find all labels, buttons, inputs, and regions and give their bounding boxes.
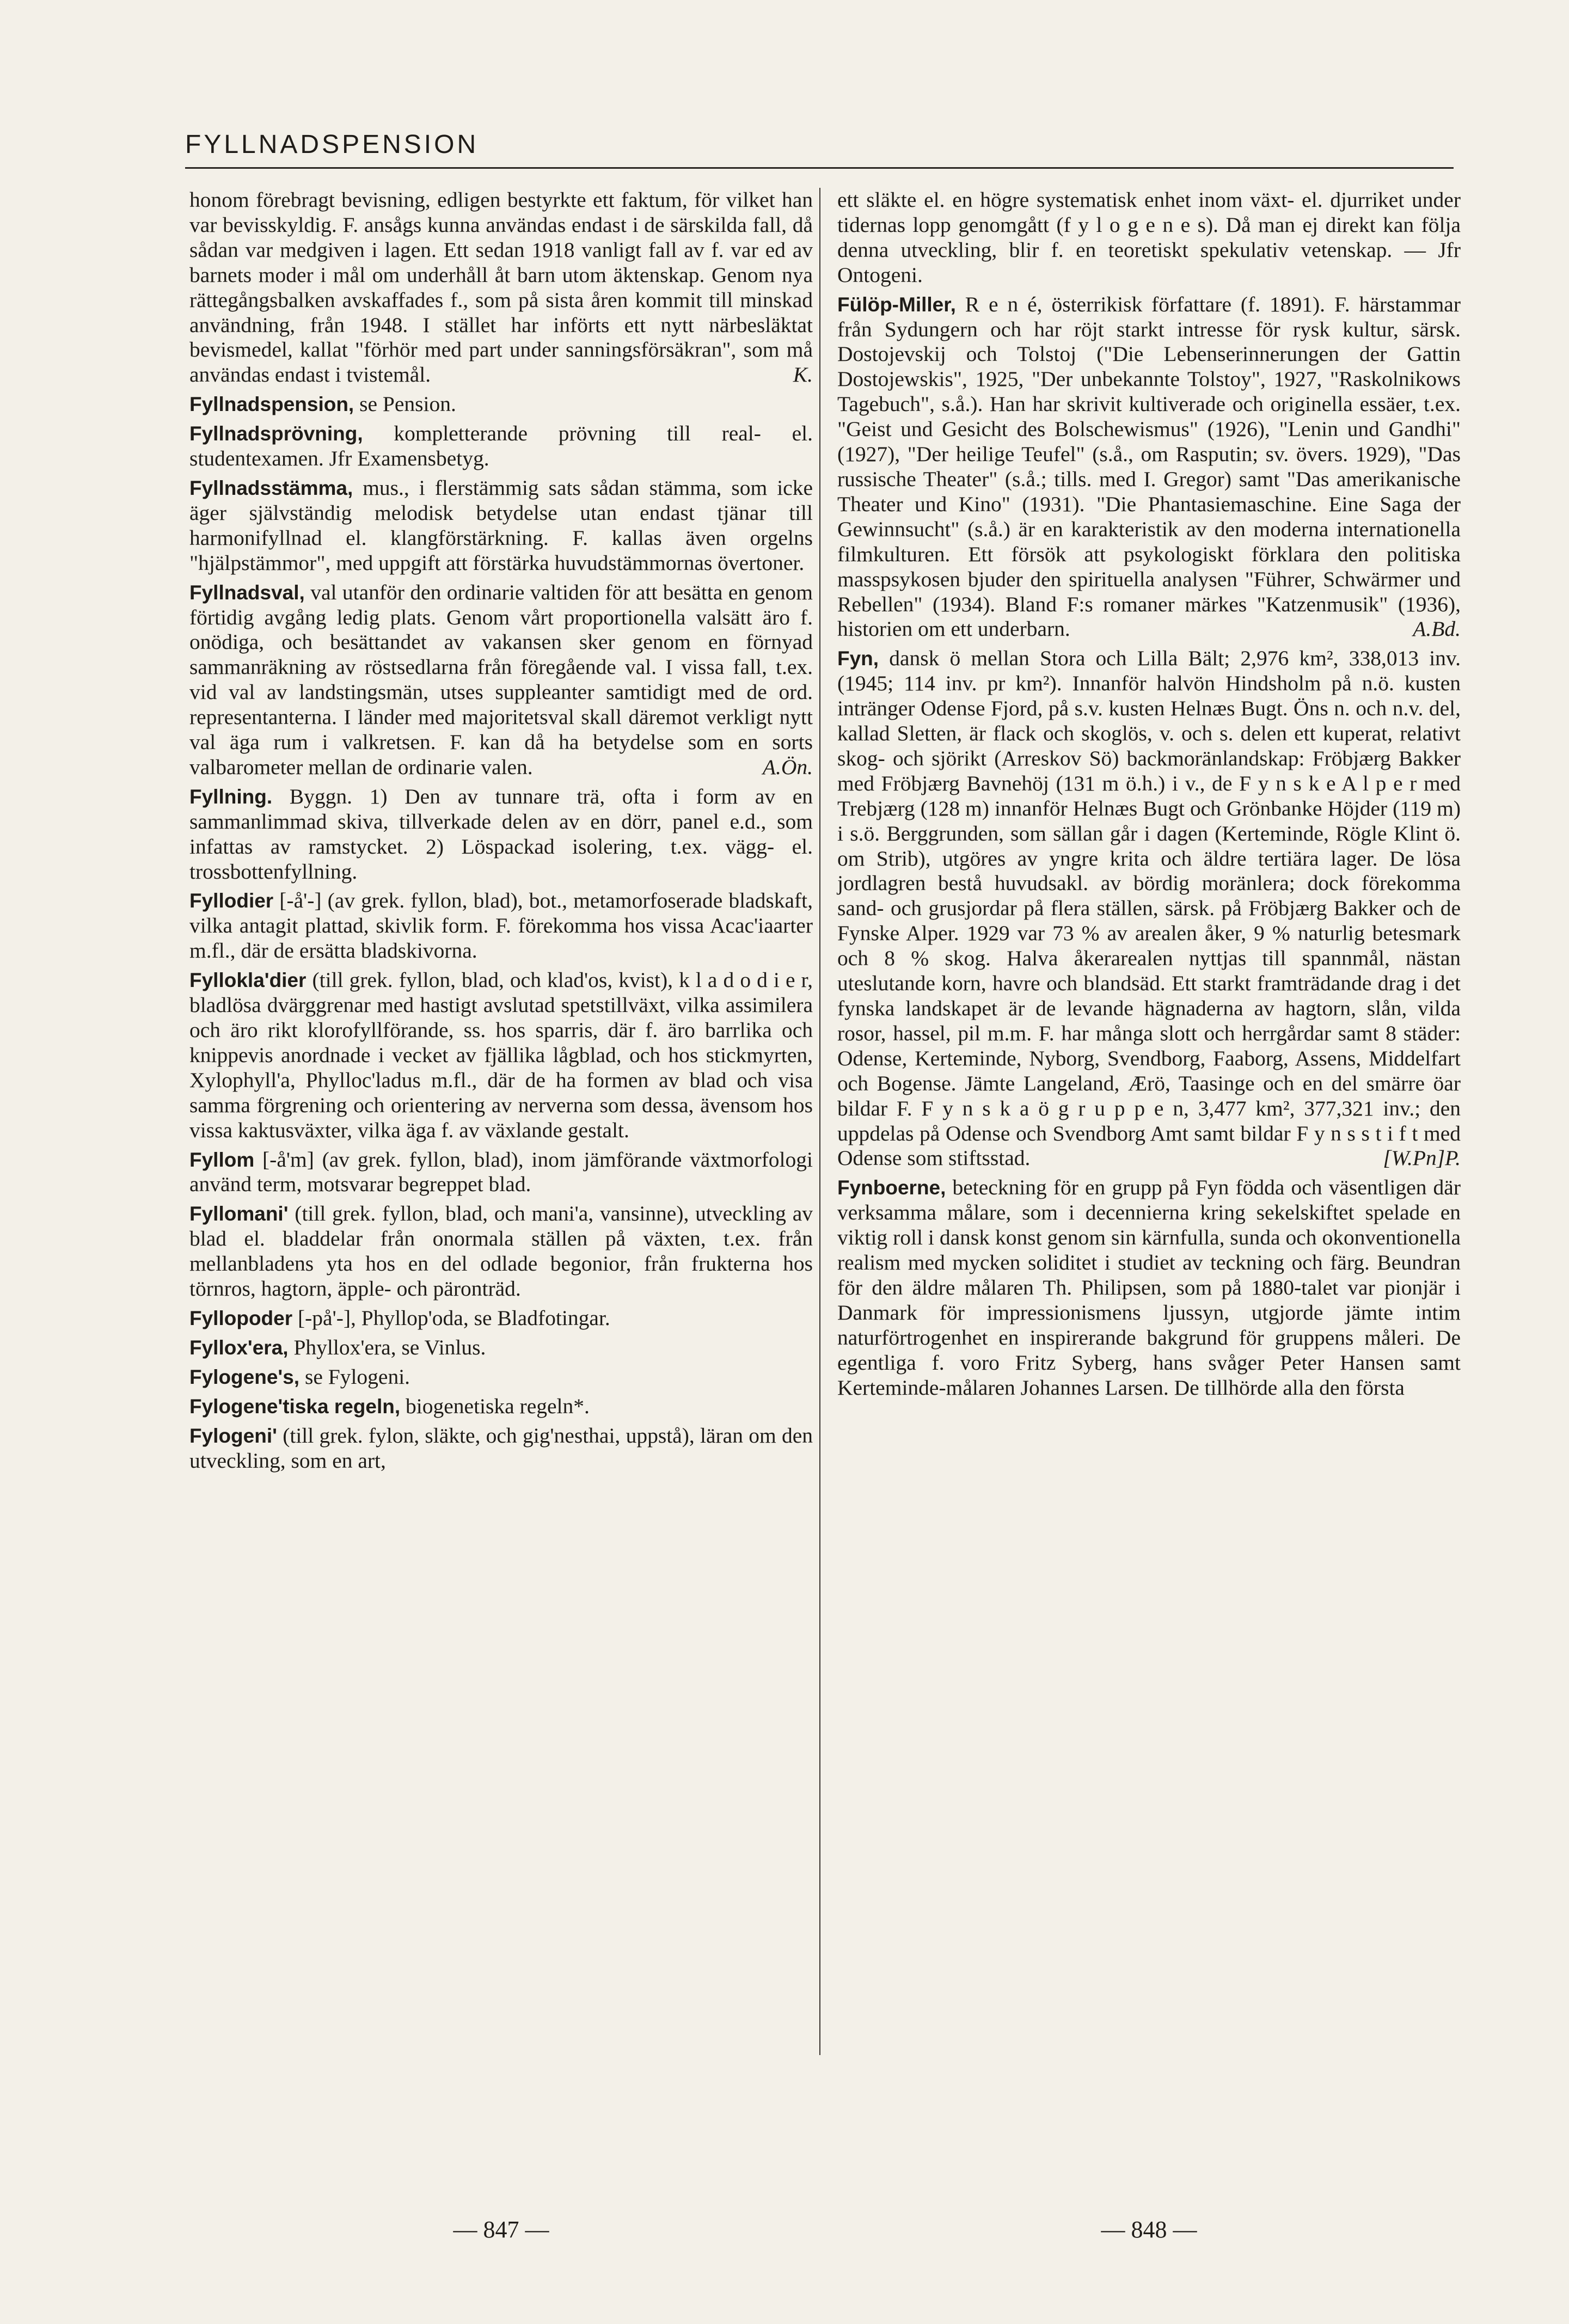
page-number-left: — 847 — — [453, 2216, 549, 2243]
entry-text: mus., i flerstämmig sats sådan stämma, som icke äger självständig melodisk betydelse utan endast tjänar till harmonifyllnad el. klangförstärkning. F. kallas även orgelns "hjälpstämmor", med uppgift att förstärka huvudstämmornas övertoner. — [189, 475, 813, 575]
entry-text: R e n é, österrikisk författare (f. 1891). F. härstammar från Sydungern och har röjt starkt intresse för rysk kultur, särsk. Dostojevskij och Tolstoj ("Die Lebenserinnerungen der Gattin Dostojewskis", 1925, "Der unbekannte Tolstoy", 1927, "Raskolnikows Tagebuch", s.å.). Han har skrivit kultiverade och originella essäer, t.ex. "Geist und Gesicht des Bolschewismus" (1926), "Lenin und Gandhi" (1927), "Der heilige Teufel" (s.å., om Rasputin; sv. övers. 1929), "Das russische Theater" (s.å.; tills. med I. Gregor) samt "Das amerikanische Theater und Kino" (1931). "Die Phantasiemaschine. Eine Saga der Gewinnsucht" (s.å.) är en karakteristik av den moderna internationella filmkulturen. Ett försök att psykologiskt förklara den politiska masspsykosen bjuder den spirituella analysen "Führer, Schwärmer und Rebellen" (1934). Bland F:s romaner märkes "Katzenmusik" (1936), historien om ett underbarn. — [837, 292, 1461, 641]
entry-headword: Fyllnadsval, — [189, 581, 305, 604]
entry-text: dansk ö mellan Stora och Lilla Bält; 2,976 km², 338,013 inv. (1945; 114 inv. pr km²). Innanför halvön Hindsholm på n.ö. kusten intränger Odense Fjord, på s.v. kusten Helnæs Bugt. Öns n. och n.v. del, kallad Sletten, är flack och skoglös, v. och s. delen ett kuperat, relativt skog- och sjörikt (Arreskov Sö) backmoränlandskap: Fröbjærg Bakker med Fröbjærg Bavnehöj (131 m ö.h.) i v., de F y n s k e A l p e r med Trebjærg (128 m) innanför Helnæs Bugt och Grönbanke Höjder (119 m) i s.ö. Berggrunden, som sällan går i dagen (Kerteminde, Rögle Klint ö. om Strib), utgöres av yngre krita och äldre tertiära lager. De lösa jordlagren bestå huvudsakl. av bördig moränlera; dock förekomma sand- och grusjordar på flera ställen, särsk. på Fröbjærg Bakker och de Fynske Alper. 1929 var 73 % av arealen åker, 9 % naturlig betesmark och 8 % skog. Halva åkerarealen nyttjas till spannmål, nästan uteslutande korn, havre och blandsäd. Ett starkt framträdande drag i det fynska landskapet är de levande hägnaderna av hagtorn, slån, vilda rosor, hassel, pil m.m. F. har många slott och herrgårdar samt 8 städer: Odense, Kerteminde, Nyborg, Svendborg, Faaborg, Assens, Middelfart och Bogense. Jämte Langeland, Ærö, Taasinge och en del smärre öar bildar F. F y n s k a ö g r u p p e n, 3,477 km², 377,321 inv.; den uppdelas på Odense och Svendborg Amt samt bildar F y n s s t i f t med Odense som stiftsstad. — [837, 646, 1461, 1170]
continuation-text: ett släkte el. en högre systematisk enhet inom växt- el. djurriket under tidernas lopp genomgått (f y l o g e n e s). Då man ej direkt kan följa denna utveckling, blir f. en teoretiskt spekulativ vetenskap. — Jfr Ontogeni. — [837, 188, 1461, 287]
column-divider — [819, 188, 820, 2055]
entry-text: Byggn. 1) Den av tunnare trä, ofta i form av en sammanlimmad skiva, tillverkade delen av en dörr, panel e.d., som infattas av ramstycket. 2) Löspackad isolering, t.ex. vägg- el. trossbottenfyllning. — [189, 784, 813, 884]
signature: [W.Pn]P. — [1383, 1146, 1461, 1170]
entry-headword: Fyllodier — [189, 890, 274, 912]
entry-text: biogenetiska regeln*. — [400, 1394, 590, 1418]
dictionary-entry — [837, 292, 1461, 642]
entry-headword: Fyllom — [189, 1148, 255, 1171]
signature: A.Bd. — [1413, 617, 1461, 641]
left-column — [189, 188, 813, 1477]
entry-text: [-på'-], Phyllop'oda, se Bladfotingar. — [292, 1305, 610, 1330]
entry-text: beteckning för en grupp på Fyn födda och väsentligen där verksamma målare, som i decennierna kring sekelskiftet spelade en viktig roll i dansk konst genom sin kärnfulla, sunda och okonventionella realism med mycken soliditet i studiet av teckning och färg. Beundran för den äldre målaren Th. Philipsen, som på 1880-talet var pionjär i Danmark för impressionismens ljussyn, utgjorde jämte intim naturförtrogenhet en inspirerande bakgrund för gruppens måleri. De egentliga f. voro Fritz Syberg, hans svåger Peter Hansen samt Kerteminde-målaren Johannes Larsen. De tillhörde alla den första — [837, 1175, 1461, 1400]
entry-headword: Fülöp-Miller, — [837, 293, 956, 316]
entry-headword: Fyllomani' — [189, 1203, 289, 1225]
dictionary-entry — [189, 888, 813, 964]
entry-headword: Fyllopoder — [189, 1307, 293, 1329]
entry-headword: Fyllox'era, — [189, 1336, 289, 1359]
entry-headword: Fyllning. — [189, 785, 273, 808]
dictionary-entry — [189, 1394, 813, 1419]
dictionary-entry — [189, 392, 813, 417]
dictionary-entry — [189, 1365, 813, 1390]
entry-text: (till grek. fyllon, blad, och mani'a, vansinne), utveckling av blad el. bladdelar från onormala ställen på växten, t.ex. från mellanbladens yta hos en del odlade begonior, från frukterna hos törnros, hagtorn, äpple- och päronträd. — [189, 1201, 813, 1301]
dictionary-entry — [189, 421, 813, 471]
entry-headword: Fynboerne, — [837, 1176, 946, 1199]
right-column — [837, 188, 1461, 1405]
entry-text: se Fylogeni. — [299, 1364, 410, 1389]
entry-headword: Fyllnadsstämma, — [189, 476, 353, 499]
left-entries — [189, 392, 813, 1473]
dictionary-entry — [189, 968, 813, 1143]
entry-headword: Fyn, — [837, 647, 879, 670]
dictionary-entry — [189, 1148, 813, 1198]
header-title: FYLLNADSPENSION — [185, 130, 479, 159]
continuation-text: honom förebragt bevisning, edligen bestyrkte ett faktum, för vilket han var bevisskyldig. F. ansågs kunna användas endast i de särskilda fall, då sådan var medgiven i lagen. Ett sedan 1918 vanligt fall av f. var ed av barnets moder i mål om underhåll åt barn utom äktenskap. Genom nya rättegångsbalken avskaffades f., som på sista åren kommit till minskad användning, från 1948. I stället har införts ett nytt närbesläktat bevismedel, kallat "förhör med part under sanningsförsäkran", som må användas endast i tvistemål. — [189, 188, 813, 387]
signature: K. — [793, 363, 813, 387]
left-continuation — [189, 188, 813, 388]
dictionary-entry — [837, 646, 1461, 1171]
page-number-right: — 848 — — [1101, 2216, 1197, 2243]
dictionary-entry — [837, 1175, 1461, 1400]
entry-headword: Fyllnadspension, — [189, 393, 354, 416]
right-continuation — [837, 188, 1461, 288]
dictionary-entry — [189, 476, 813, 576]
entry-headword: Fylogeni' — [189, 1424, 277, 1447]
entry-headword: Fyllnadsprövning, — [189, 422, 363, 445]
entry-text: [-å'-] (av grek. fyllon, blad), bot., metamorfoserade bladskaft, vilka antagit plattad, skivlik form. F. förekomma hos vissa Acac'iaarter m.fl., där de ersätta bladskivorna. — [189, 888, 813, 963]
dictionary-entry — [189, 1306, 813, 1331]
dictionary-entry — [189, 784, 813, 885]
dictionary-entry — [189, 1335, 813, 1360]
dictionary-entry — [189, 580, 813, 780]
entry-text: se Pension. — [354, 392, 456, 416]
right-entries — [837, 292, 1461, 1401]
entry-headword: Fylogene's, — [189, 1365, 300, 1388]
signature: A.Ön. — [762, 755, 813, 779]
entry-text: Phyllox'era, se Vinlus. — [288, 1335, 486, 1359]
entry-headword: Fyllokla'dier — [189, 969, 307, 992]
entry-headword: Fylogene'tiska regeln, — [189, 1395, 401, 1418]
entry-text: [-å'm] (av grek. fyllon, blad), inom jämförande växtmorfologi använd term, motsvarar begreppet blad. — [189, 1147, 813, 1197]
running-header — [185, 130, 1454, 169]
entry-text: kompletterande prövning till real- el. studentexamen. Jfr Examensbetyg. — [189, 421, 813, 471]
entry-text: (till grek. fylon, släkte, och gig'nesthai, uppstå), läran om den utveckling, som en art, — [189, 1423, 813, 1473]
entry-text: (till grek. fyllon, blad, och klad'os, kvist), k l a d o d i e r, bladlösa dvärggrenar med hastigt avslutad spetstillväxt, vilka assimilera och äro rikt klorofyllförande, ss. hos sparris, där f. äro barrlika och knippevis anordnade i vecket av fjällika lågblad, och hos stickmyrten, Xylophyll'a, Phylloc'ladus m.fl., där de ha formen av blad och visa samma förgrening och orientering av nerverna som dessa, ävensom hos vissa kaktusväxter, vilka äga f. av växlande gestalt. — [189, 968, 813, 1142]
dictionary-entry — [189, 1201, 813, 1302]
dictionary-entry — [189, 1424, 813, 1474]
entry-text: val utanför den ordinarie valtiden för att besätta en genom förtidig avgång ledig plats. Genom vårt proportionella valsätt äro f. onödiga, och besättandet av vakansen sker genom en förnyad sammanräkning av röstsedlarna från föregående val. I vissa fall, t.ex. vid val av landstingsmän, utses suppleanter samtidigt med de ord. representanterna. I länder med majoritetsval skall däremot verkligt nytt val äga rum i valkretsen. F. kan då ha betydelse som en sorts valbarometer mellan de ordinarie valen. — [189, 580, 813, 779]
